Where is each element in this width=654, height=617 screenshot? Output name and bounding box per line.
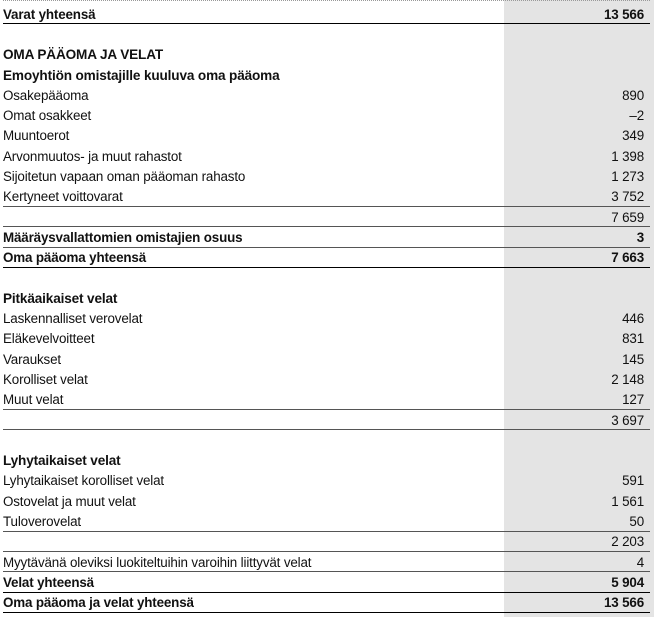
row-value: 145 (622, 351, 644, 367)
row-label: Osakepääoma (3, 87, 89, 103)
row-label: Velat yhteensä (3, 574, 94, 590)
row-label: Eläkevelvoitteet (3, 331, 95, 347)
row-label: Oma pääoma ja velat yhteensä (3, 595, 194, 611)
section-heading-non-current-liabilities (3, 288, 650, 308)
row-label: Pitkäaikaiset velat (3, 290, 118, 306)
row-value: 1 398 (611, 148, 644, 164)
row-label: Ostovelat ja muut velat (3, 493, 136, 509)
balance-sheet-table (3, 4, 650, 613)
row-value: 7 663 (611, 250, 644, 266)
section-heading-current-liabilities (3, 451, 650, 471)
row-value: 127 (622, 392, 644, 408)
row-label: Määräysvallattomien omistajien osuus (3, 229, 243, 245)
row-value: 831 (622, 331, 644, 347)
section-heading-equity-and-liabilities (3, 45, 650, 65)
table-row (3, 126, 650, 146)
row-value: 50 (629, 514, 644, 530)
row-label: Myytävänä oleviksi luokiteltuihin varoihin liittyvät velat (3, 554, 312, 570)
table-row (3, 105, 650, 125)
row-value: 1 561 (611, 493, 644, 509)
row-label: Laskennalliset verovelat (3, 311, 143, 327)
row-value: 2 203 (611, 534, 644, 550)
table-row-spacer (3, 24, 650, 44)
row-value: 13 566 (603, 595, 644, 611)
row-label: Korolliset velat (3, 371, 88, 387)
table-row-total-liabilities (3, 572, 650, 592)
row-value: 890 (622, 87, 644, 103)
cut-off-row-edge (3, 0, 650, 2)
table-row (3, 491, 650, 511)
table-row-subtotal (3, 410, 650, 430)
row-label: Arvonmuutos- ja muut rahastot (3, 148, 182, 164)
table-row (3, 471, 650, 491)
row-value: 591 (622, 473, 644, 489)
table-row (3, 349, 650, 369)
row-label: Omat osakkeet (3, 108, 92, 124)
row-label: Muuntoerot (3, 128, 70, 144)
row-label: Varat yhteensä (3, 6, 96, 22)
row-value: 3 697 (611, 412, 644, 428)
table-row (3, 329, 650, 349)
table-row-subtotal (3, 532, 650, 552)
table-row (3, 308, 650, 328)
table-row-total-equity (3, 248, 650, 268)
row-value: 1 273 (611, 169, 644, 185)
row-value: 349 (622, 128, 644, 144)
section-heading-parent-equity (3, 65, 650, 85)
row-value: –2 (629, 108, 644, 124)
row-value: 446 (622, 311, 644, 327)
table-row (3, 146, 650, 166)
row-label: Oma pääoma yhteensä (3, 250, 147, 266)
row-label: Kertyneet voittovarat (3, 189, 123, 205)
table-row-total-equity-and-liabilities (3, 593, 650, 613)
table-row-minority-interest (3, 227, 650, 247)
table-row (3, 166, 650, 186)
table-row (3, 369, 650, 389)
table-row-subtotal (3, 207, 650, 227)
row-label: Emoyhtiön omistajille kuuluva oma pääoma (3, 67, 280, 83)
table-row-total-assets (3, 4, 650, 24)
table-row-spacer (3, 430, 650, 450)
row-label: Sijoitetun vapaan oman pääoman rahasto (3, 169, 246, 185)
row-label: Muut velat (3, 392, 64, 408)
table-row-held-for-sale-liabilities (3, 552, 650, 572)
table-row-spacer (3, 268, 650, 288)
table-row (3, 511, 650, 531)
row-label: Varaukset (3, 351, 61, 367)
table-row (3, 85, 650, 105)
table-row (3, 187, 650, 207)
row-value: 5 904 (611, 574, 644, 590)
row-label: OMA PÄÄOMA JA VELAT (3, 47, 164, 63)
row-label: Tuloverovelat (3, 514, 81, 530)
row-value: 13 566 (603, 6, 644, 22)
row-value: 2 148 (611, 371, 644, 387)
row-value: 7 659 (611, 209, 644, 225)
row-value: 3 (636, 229, 644, 245)
row-label: Lyhytaikaiset korolliset velat (3, 473, 164, 489)
row-value: 4 (636, 554, 644, 570)
row-label: Lyhytaikaiset velat (3, 453, 121, 469)
table-row (3, 390, 650, 410)
row-value: 3 752 (611, 189, 644, 205)
